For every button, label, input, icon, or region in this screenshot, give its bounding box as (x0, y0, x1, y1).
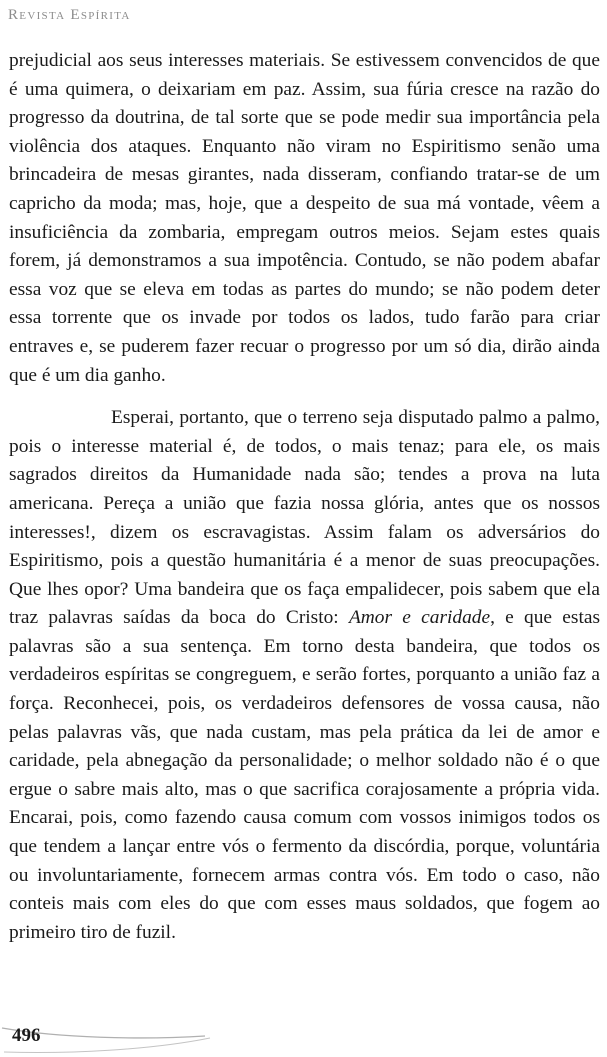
paragraph-1: prejudicial aos seus interesses materiais. Se estivessem convencidos de que é uma quimera, o deixariam em paz. Assim, sua fúria cresce na razão do progresso da doutrina, de tal sorte que se pode medir sua importância pela violência dos ataques. Enquanto não viram no Espiritismo senão uma brincadeira de mesas girantes, nada disseram, confiando tratar-se de um capricho da moda; mas, hoje, que a despeito de sua má vontade, vêem a insuficiência da zombaria, empregam outros meios. Sejam estes quais forem, já demonstramos a sua impotência. Contudo, se não podem abafar essa voz que se eleva em todas as partes do mundo; se não podem deter essa torrente que os invade por todos os lados, tudo farão para criar entraves e, se puderem fazer recuar o progresso por um só dia, dirão ainda que é um dia ganho. (9, 50, 600, 386)
emphasis-amor-e-caridade: Amor e caridade (348, 607, 491, 629)
paragraph-2-text-end: , e que estas palavras são a sua sentença. Em torno desta bandeira, que todos os verdadeiros espíritas se congreguem, e serão fortes, porquanto a união faz a força. Reconhecei, pois, os verdadeiros defensores de vossa causa, não pelas palavras vãs, que nada custam, mas pela prática da lei de amor e caridade, pela abnegação da personalidade; o melhor soldado não é o que ergue o sabre mais alto, mas o que sacrifica corajosamente a própria vida. Encarai, pois, como fazendo causa comum com vossos inimigos todos os que tendem a lançar entre vós o fermento da discórdia, porque, voluntária ou involuntariamente, fornecem armas contra vós. Em todo o caso, não conteis mais com eles do que com esses maus soldados, que fogem ao primeiro tiro de fuzil. (9, 607, 600, 943)
paragraph-2-text-start: Esperai, portanto, que o terreno seja disputado palmo a palmo, pois o interesse material é, de todos, o mais tenaz; para ele, os mais sagrados direitos da Humanidade nada são; tendes a prova na luta americana. Pereça a união que fazia nossa glória, antes que os nossos interesses!, dizem os escravagistas. Assim falam os adversários do Espiritismo, pois a questão humanitária é a menor de suas preocupações. Que lhes opor? Uma bandeira que os faça empalidecer, pois sabem que ela traz palavras saídas da boca do Cristo: (9, 407, 600, 629)
paragraph-2 (9, 404, 600, 947)
body-text (9, 47, 600, 947)
page-number: 496 (12, 1025, 41, 1046)
running-header: Revista Espírita (8, 7, 131, 23)
